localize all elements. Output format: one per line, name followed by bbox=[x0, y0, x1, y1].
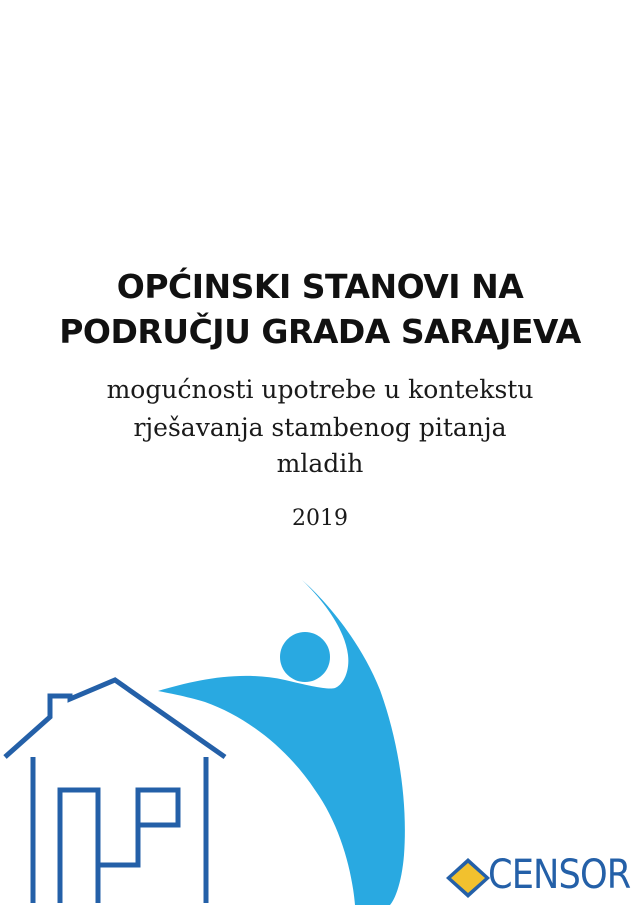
house-window bbox=[98, 790, 178, 865]
figure-head bbox=[280, 632, 330, 682]
figure-body bbox=[158, 580, 405, 905]
logo-diamond-inner bbox=[451, 863, 485, 893]
subtitle-line-3: mladih bbox=[276, 449, 364, 478]
censor-brand-name: CENSOR bbox=[488, 852, 631, 898]
subtitle-line-2: rješavanja stambenog pitanja bbox=[133, 413, 507, 442]
title-line-1: OPĆINSKI STANOVI NA bbox=[116, 267, 524, 306]
person-figure-icon bbox=[158, 580, 405, 905]
publication-year: 2019 bbox=[292, 506, 348, 531]
house-icon bbox=[5, 680, 225, 903]
title-line-2: PODRUČJU GRADA SARAJEVA bbox=[59, 312, 581, 351]
house-door bbox=[60, 790, 98, 903]
censor-logo-icon bbox=[446, 858, 490, 898]
subtitle-line-1: mogućnosti upotrebe u kontekstu bbox=[106, 375, 534, 404]
